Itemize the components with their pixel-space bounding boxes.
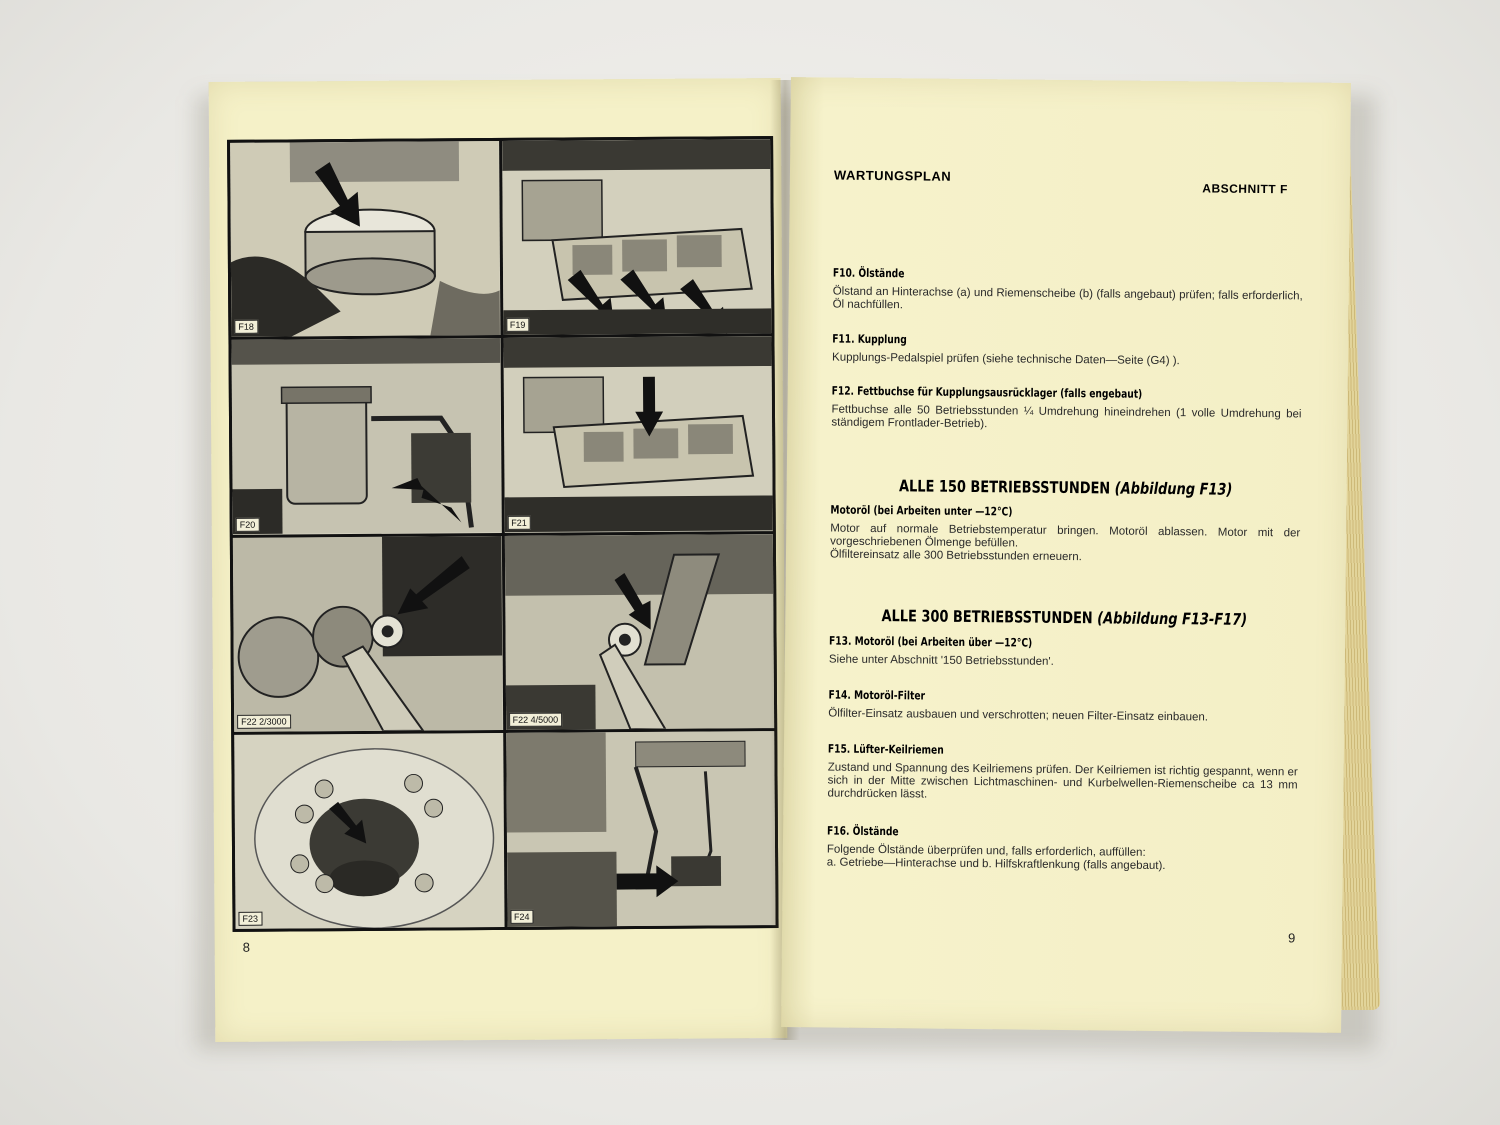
figure-grid xyxy=(227,136,779,932)
right-page xyxy=(781,77,1351,1033)
figure-label: F21 xyxy=(507,515,531,529)
item-title: Motoröl (bei Arbeiten unter —12°C) xyxy=(830,502,1013,519)
figure-f21 xyxy=(503,336,773,532)
item-title: F16. Ölstände xyxy=(827,823,899,839)
heading-reference: (Abbildung F13) xyxy=(1114,478,1233,499)
item-f16 xyxy=(827,824,1297,875)
item-title: F12. Fettbuchse für Kupplungsausrücklager (falls engebaut) xyxy=(831,383,1143,401)
item-title: F15. Lüfter-Keilriemen xyxy=(827,741,944,757)
item-body: Ölstand an Hinterachse (a) und Riemenscheibe (b) (falls angebaut) prüfen; falls erforderlich, Öl nachfüllen. xyxy=(832,285,1303,312)
item-body: Fettbuchse alle 50 Betriebsstunden ¼ Umdrehung hineindrehen (1 volle Umdrehung bei ständigem Frontlader-Betrieb). xyxy=(831,403,1302,431)
figure-f19 xyxy=(502,139,772,335)
figure-label: F23 xyxy=(238,912,262,926)
item-f12 xyxy=(831,384,1301,435)
item-title: F13. Motoröl (bei Arbeiten über —12°C) xyxy=(829,633,1033,650)
item-title: F14. Motoröl-Filter xyxy=(828,687,926,703)
item-f15 xyxy=(827,742,1298,806)
item-f10 xyxy=(833,266,1303,317)
figure-f22-4-5000 xyxy=(504,534,774,730)
heading-300 xyxy=(829,606,1299,630)
figure-f22-2-3000 xyxy=(233,535,503,731)
figure-label: F19 xyxy=(506,318,530,332)
item-f14 xyxy=(828,688,1298,726)
item-body: Ölfilter-Einsatz ausbauen und verschrotten; neuen Filter-Einsatz einbauen. xyxy=(828,707,1209,724)
item-body: Ölfiltereinsatz alle 300 Betriebsstunden erneuern. xyxy=(829,548,1082,564)
left-page xyxy=(209,78,788,1042)
section-label: ABSCHNITT F xyxy=(1202,181,1288,197)
figure-label: F24 xyxy=(510,910,534,924)
item-title: F10. Ölstände xyxy=(832,265,905,281)
figure-label: F18 xyxy=(234,320,258,334)
item-body: Siehe unter Abschnitt '150 Betriebsstunden'. xyxy=(828,653,1054,668)
item-body: Motor auf normale Betriebstemperatur bringen. Motoröl ablassen. Motor mit der vorgeschriebenen Ölmenge befüllen. xyxy=(830,522,1301,550)
figure-f18 xyxy=(230,141,500,337)
figure-f23 xyxy=(234,733,504,929)
item-f13 xyxy=(829,634,1299,672)
figure-label: F20 xyxy=(236,517,260,531)
figure-f24 xyxy=(506,731,776,927)
item-body: Folgende Ölstände überprüfen und, falls erforderlich, auffüllen: xyxy=(826,843,1146,859)
item-title: F11. Kupplung xyxy=(832,331,907,347)
heading-reference: (Abbildung F13-F17) xyxy=(1097,608,1248,629)
figure-label: F22 2/3000 xyxy=(237,714,291,728)
figure-label: F22 4/5000 xyxy=(509,712,563,726)
item-body: Kupplungs-Pedalspiel prüfen (siehe technische Daten—Seite (G4) ). xyxy=(831,351,1180,368)
heading-150 xyxy=(831,476,1301,500)
item-f11 xyxy=(832,332,1302,370)
section-title: WARTUNGSPLAN xyxy=(833,167,952,184)
figure-f20 xyxy=(231,338,501,534)
heading-text: ALLE 300 BETRIEBSSTUNDEN xyxy=(881,606,1093,628)
page-number: 9 xyxy=(1287,930,1296,946)
item-motoroel xyxy=(830,503,1301,567)
page-number: 8 xyxy=(242,939,250,955)
item-body: Zustand und Spannung des Keilriemens prüfen. Der Keilriemen ist richtig gespannt, wenn er sich in der Mitte zwischen Lichtmaschinen- und Kurbelwellen-Riemenscheibe ca 13 mm durchdrücken lässt. xyxy=(827,761,1298,801)
item-body: a. Getriebe—Hinterachse und b. Hilfskraftlenkung (falls angebaut). xyxy=(826,856,1166,873)
heading-text: ALLE 150 BETRIEBSSTUNDEN xyxy=(898,476,1111,498)
